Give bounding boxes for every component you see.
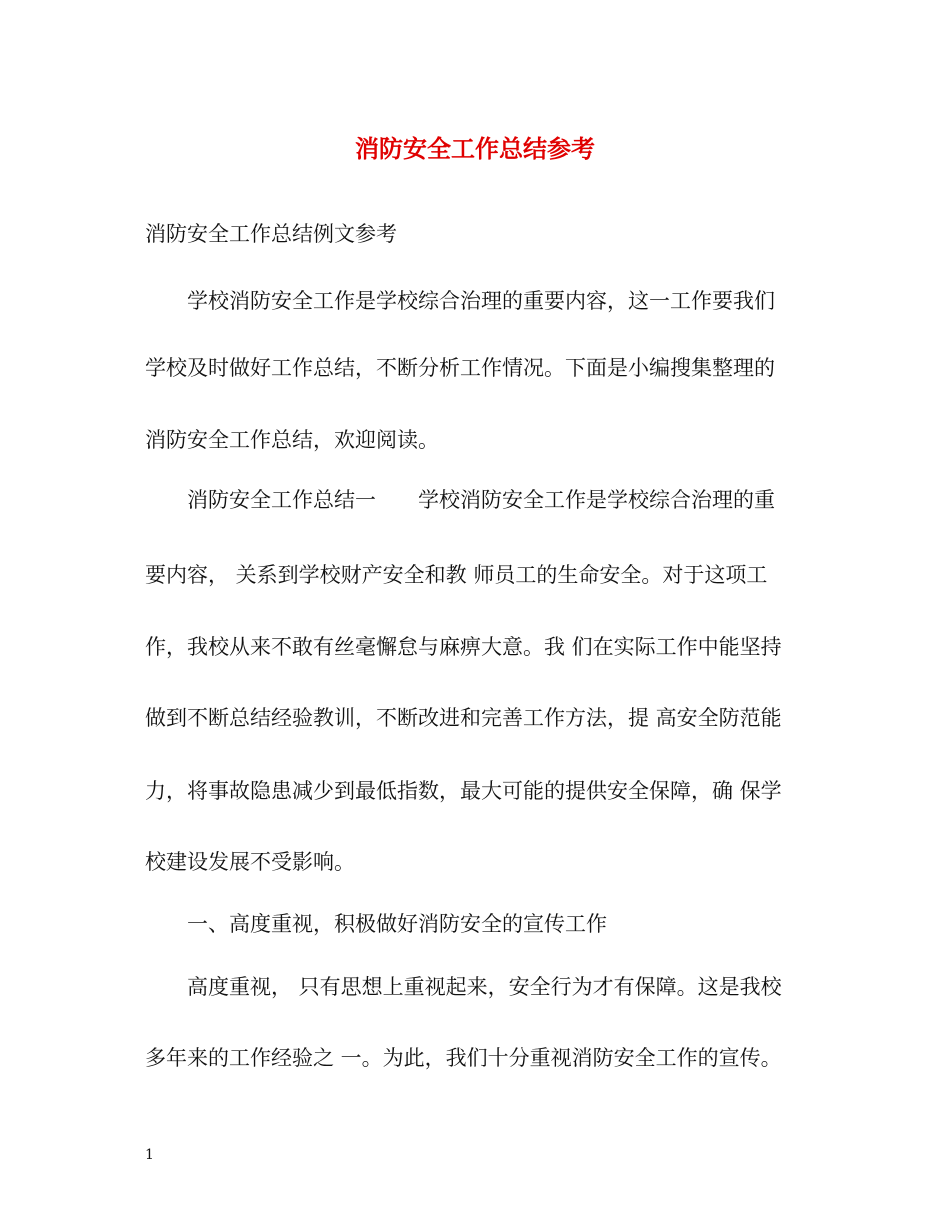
- paragraph-line: 学校消防安全工作是学校综合治理的重要内容，这一工作要我们: [187, 289, 775, 313]
- paragraph-line: 要内容， 关系到学校财产安全和教 师员工的生命安全。对于这项工: [145, 563, 768, 587]
- paragraph-line: 消防安全工作总结一 学校消防安全工作是学校综合治理的重: [187, 488, 775, 512]
- paragraph-line: 力，将事故隐患减少到最低指数，最大可能的提供安全保障，确 保学: [145, 779, 782, 803]
- document-title: 消防安全工作总结参考: [355, 134, 595, 163]
- page-number: 1: [145, 1147, 154, 1163]
- paragraph-line: 校建设发展不受影响。: [145, 850, 355, 874]
- paragraph-line: 学校及时做好工作总结，不断分析工作情况。下面是小编搜集整理的: [145, 356, 775, 380]
- section-heading: 一、高度重视，积极做好消防安全的宣传工作: [187, 912, 607, 936]
- paragraph-line: 高度重视， 只有思想上重视起来，安全行为才有保障。这是我校: [187, 975, 782, 999]
- paragraph-line: 做到不断总结经验教训，不断改进和完善工作方法，提 高安全防范能: [145, 706, 782, 730]
- document-subtitle: 消防安全工作总结例文参考: [145, 222, 397, 246]
- paragraph-line: 作，我校从来不敢有丝毫懈怠与麻痹大意。我 们在实际工作中能坚持: [145, 635, 782, 659]
- paragraph-line: 多年来的工作经验之 一。为此，我们十分重视消防安全工作的宣传。: [145, 1046, 782, 1070]
- paragraph-line: 消防安全工作总结，欢迎阅读。: [145, 428, 439, 452]
